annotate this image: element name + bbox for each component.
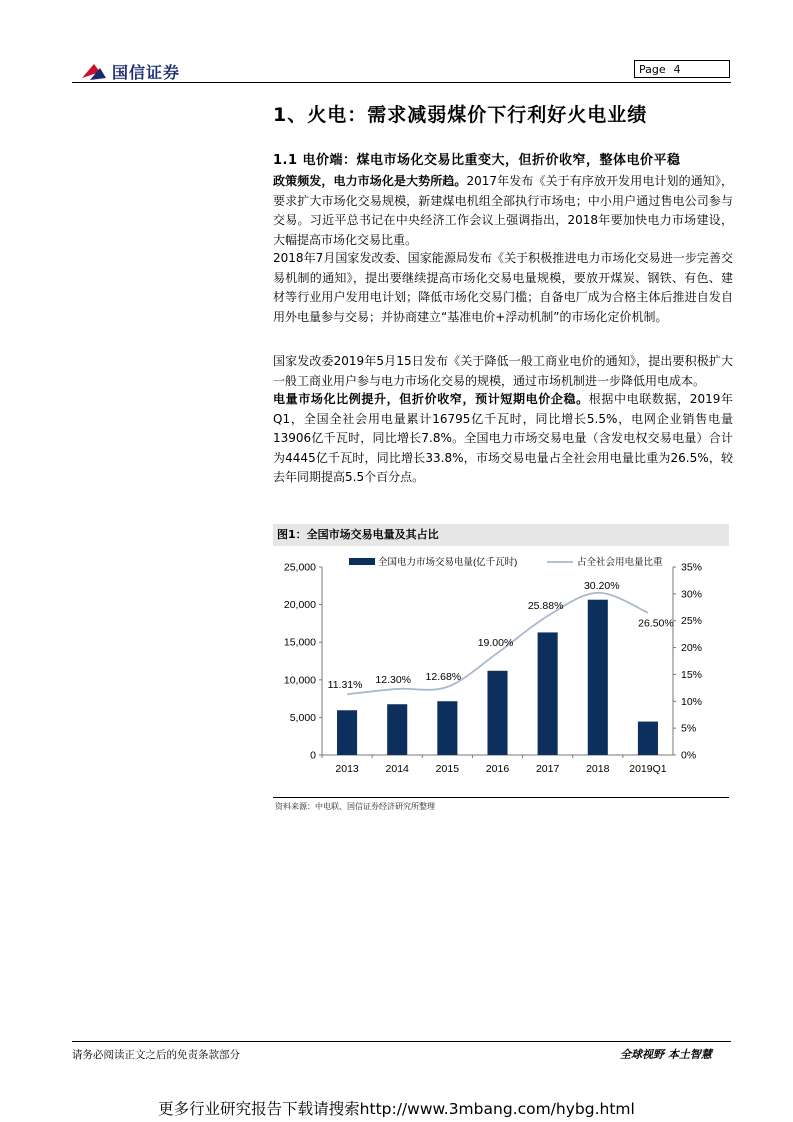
paragraph-lead: 政策频发，电力市场化是大势所趋。 bbox=[273, 174, 467, 188]
y-right-tick-label: 25% bbox=[681, 615, 703, 628]
page-indicator bbox=[634, 60, 730, 78]
ratio-label-2013: 11.31% bbox=[327, 679, 363, 692]
bar-2018 bbox=[588, 600, 608, 755]
bar-2019Q1 bbox=[638, 722, 658, 755]
market-trade-chart bbox=[273, 548, 729, 796]
paragraph-body: 根据中电联数据，2019年Q1，全国全社会用电量累计16795亿千瓦时，同比增长5.5%，电网企业销售电量13906亿千瓦时，同比增长7.8%。全国电力市场交易电量（含发电权交易电量）合计为4445亿千瓦时，同比增长33.8%，市场交易电量占全社会用电量比重为26.5%，较去年同期提高5.5个百分点。 bbox=[273, 392, 733, 484]
figure-bottom-rule bbox=[273, 797, 729, 798]
y-right-tick-label: 5% bbox=[681, 722, 697, 735]
y-left-tick-label: 15,000 bbox=[283, 636, 316, 649]
ratio-label-2019Q1: 26.50% bbox=[638, 617, 674, 630]
ratio-label-2016: 19.00% bbox=[477, 636, 514, 649]
paragraph-lead: 电量市场化比例提升，但折价收窄，预计短期电价企稳。 bbox=[273, 392, 589, 406]
y-left-tick-label: 10,000 bbox=[283, 674, 316, 687]
bar-2013 bbox=[337, 710, 357, 755]
x-tick-label: 2015 bbox=[435, 763, 460, 775]
subsection-heading: 1.1 电价端：煤电市场化交易比重变大，但折价收窄，整体电价平稳 bbox=[273, 153, 681, 168]
x-tick-label: 2013 bbox=[335, 763, 359, 775]
y-left-tick-label: 25,000 bbox=[283, 561, 316, 574]
y-right-tick-label: 20% bbox=[681, 642, 703, 655]
y-right-tick-label: 30% bbox=[681, 588, 703, 601]
paragraph-policy bbox=[273, 172, 733, 250]
legend-bar-swatch bbox=[349, 558, 375, 565]
x-tick-label: 2018 bbox=[586, 763, 610, 775]
bar-2015 bbox=[437, 701, 457, 755]
y-right-tick-label: 0% bbox=[681, 749, 697, 762]
ratio-label-2017: 25.88% bbox=[527, 599, 564, 612]
x-tick-label: 2016 bbox=[485, 763, 510, 775]
footer-disclaimer: 请务必阅读正文之后的免责条款部分 bbox=[72, 1049, 240, 1061]
y-right-tick-label: 35% bbox=[681, 561, 703, 574]
figure-title: 图1：全国市场交易电量及其占比 bbox=[273, 524, 729, 546]
paragraph-body: 2017年发布《关于有序放开发用电计划的通知》，要求扩大市场化交易规模，新建煤电机组全部执行市场电；中小用户通过售电公司参与交易。习近平总书记在中央经济工作会议上强调指出，2018年要加快电力市场建设，大幅提高市场化交易比重。 bbox=[273, 174, 733, 247]
bar-2016 bbox=[487, 671, 507, 755]
y-left-tick-label: 0 bbox=[310, 749, 316, 762]
legend-bar-label: 全国电力市场交易电量(亿千瓦时) bbox=[378, 557, 518, 568]
x-tick-label: 2017 bbox=[535, 763, 560, 775]
bar-2014 bbox=[387, 704, 407, 755]
x-tick-label: 2019Q1 bbox=[629, 763, 667, 775]
y-left-tick-label: 20,000 bbox=[283, 599, 316, 612]
header-divider bbox=[72, 82, 731, 83]
download-banner: 更多行业研究报告下载请搜索http://www.3mbang.com/hybg.html bbox=[158, 1100, 635, 1118]
bar-2017 bbox=[538, 632, 558, 755]
page-number: 4 bbox=[673, 63, 681, 76]
paragraph-market-ratio bbox=[273, 390, 733, 488]
ratio-label-2015: 12.68% bbox=[425, 670, 462, 683]
page-label: Page bbox=[639, 63, 666, 76]
legend-line-label: 占全社会用电量比重 bbox=[577, 557, 663, 568]
y-left-tick-label: 5,000 bbox=[289, 711, 316, 724]
logo-text: 国信证券 bbox=[112, 63, 181, 82]
y-right-tick-label: 15% bbox=[681, 668, 703, 681]
company-logo bbox=[80, 58, 210, 84]
paragraph-notice-2018: 2018年7月国家发改委、国家能源局发布《关于积极推进电力市场化交易进一步完善交易机制的通知》，提出要继续提高市场化交易电量规模，要放开煤炭、钢铁、有色、建材等行业用户发用电计划；降低市场化交易门槛；自备电厂成为合格主体后推进自发自用外电量参与交易；并协商建立“基准电价+浮动机制”的市场化定价机制。 bbox=[273, 251, 733, 324]
y-right-tick-label: 10% bbox=[681, 695, 703, 708]
ratio-label-2018: 30.20% bbox=[583, 579, 620, 592]
paragraph-notice-2019: 国家发改委2019年5月15日发布《关于降低一般工商业电价的通知》，提出要积极扩大一般工商业用户参与电力市场化交易的规模，通过市场机制进一步降低用电成本。 bbox=[273, 354, 733, 388]
section-heading: 1、火电：需求减弱煤价下行利好火电业绩 bbox=[273, 104, 648, 126]
figure-source: 资料来源：中电联、国信证券经济研究所整理 bbox=[275, 802, 435, 811]
ratio-label-2014: 12.30% bbox=[375, 673, 412, 686]
footer-slogan: 全球视野 本土智慧 bbox=[620, 1048, 712, 1061]
logo-mark-icon bbox=[80, 58, 108, 82]
footer-divider bbox=[72, 1041, 731, 1042]
x-tick-label: 2014 bbox=[385, 763, 409, 775]
